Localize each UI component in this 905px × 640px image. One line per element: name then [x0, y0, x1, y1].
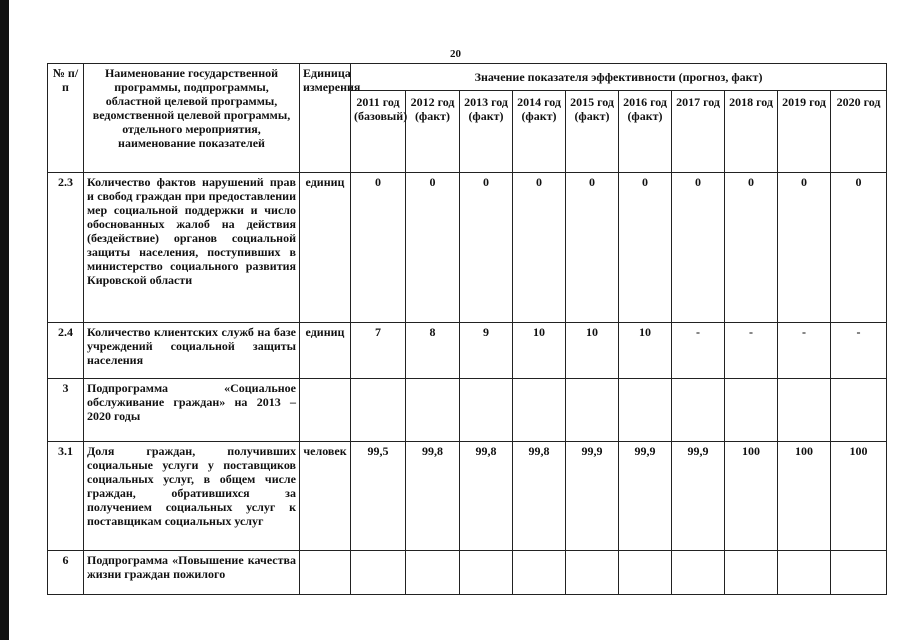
row-value: 99,8	[406, 442, 460, 551]
row-value: 10	[513, 323, 566, 379]
row-value: -	[778, 323, 831, 379]
row-value: 8	[406, 323, 460, 379]
row-value	[406, 379, 460, 442]
row-value: 7	[351, 323, 406, 379]
row-value: 9	[460, 323, 513, 379]
header-values-title: Значение показателя эффективности (прогноз, факт)	[351, 64, 887, 91]
row-unit: человек	[300, 442, 351, 551]
table-row	[48, 323, 887, 379]
table-row	[48, 442, 887, 551]
table-row	[48, 551, 887, 595]
row-value: 0	[619, 173, 672, 323]
table-row	[48, 173, 887, 323]
row-value: 10	[566, 323, 619, 379]
row-value: 99,9	[672, 442, 725, 551]
header-unit: Единица измерения	[300, 64, 351, 173]
row-value	[672, 379, 725, 442]
row-value: 0	[831, 173, 887, 323]
header-year: 2020 год	[831, 91, 887, 173]
row-value	[566, 379, 619, 442]
header-year: 2013 год (факт)	[460, 91, 513, 173]
header-year: 2019 год	[778, 91, 831, 173]
header-year: 2018 год	[725, 91, 778, 173]
row-name: Доля граждан, получивших социальные услуги у поставщиков социальных услуг, в общем числе граждан, обратившихся за получением социальных услуг к поставщикам социальных услуг	[84, 442, 300, 551]
row-value	[778, 379, 831, 442]
row-num: 3.1	[48, 442, 84, 551]
row-value	[831, 379, 887, 442]
row-value	[460, 379, 513, 442]
row-value	[672, 551, 725, 595]
row-value: -	[672, 323, 725, 379]
row-value: 100	[725, 442, 778, 551]
row-value	[513, 379, 566, 442]
row-value: 100	[778, 442, 831, 551]
row-num: 2.4	[48, 323, 84, 379]
header-year: 2016 год (факт)	[619, 91, 672, 173]
row-unit	[300, 551, 351, 595]
row-value	[513, 551, 566, 595]
row-value	[778, 551, 831, 595]
row-value	[460, 551, 513, 595]
row-name: Подпрограмма «Повышение качества жизни граждан пожилого	[84, 551, 300, 595]
row-value	[725, 379, 778, 442]
row-value: -	[831, 323, 887, 379]
row-value	[566, 551, 619, 595]
page-number: 20	[450, 48, 461, 60]
row-name: Количество клиентских служб на базе учреждений социальной защиты населения	[84, 323, 300, 379]
header-name: Наименование государственной программы, подпрограммы, областной целевой программы, ведомственной целевой программы, отдельного мероприятия, наименование показателей	[84, 64, 300, 173]
row-value: 0	[566, 173, 619, 323]
row-num: 3	[48, 379, 84, 442]
row-value: 0	[778, 173, 831, 323]
row-value: 0	[725, 173, 778, 323]
row-num: 2.3	[48, 173, 84, 323]
row-value: 99,9	[566, 442, 619, 551]
row-value	[351, 379, 406, 442]
indicators-table	[47, 63, 887, 595]
header-year: 2014 год (факт)	[513, 91, 566, 173]
row-unit: единиц	[300, 323, 351, 379]
row-unit	[300, 379, 351, 442]
row-value: 100	[831, 442, 887, 551]
row-value: 99,8	[513, 442, 566, 551]
row-value	[619, 551, 672, 595]
scan-edge-bar	[0, 0, 9, 640]
row-value: 0	[672, 173, 725, 323]
header-year: 2017 год	[672, 91, 725, 173]
row-value	[725, 551, 778, 595]
row-value: 99,5	[351, 442, 406, 551]
row-value	[831, 551, 887, 595]
row-value: 0	[513, 173, 566, 323]
header-year: 2012 год (факт)	[406, 91, 460, 173]
row-name: Подпрограмма «Социальное обслуживание граждан» на 2013 – 2020 годы	[84, 379, 300, 442]
header-num: № п/п	[48, 64, 84, 173]
row-name: Количество фактов нарушений прав и свобод граждан при предоставлении мер социальной поддержки и число обоснованных жалоб на действия (бездействие) органов социальной защиты населения, поступивших в министерство социального развития Кировской области	[84, 173, 300, 323]
row-value: 0	[351, 173, 406, 323]
header-row-1	[48, 64, 887, 91]
row-num: 6	[48, 551, 84, 595]
row-value: 0	[406, 173, 460, 323]
row-value	[619, 379, 672, 442]
row-value: -	[725, 323, 778, 379]
row-unit: единиц	[300, 173, 351, 323]
header-year: 2011 год (базовый)	[351, 91, 406, 173]
row-value: 0	[460, 173, 513, 323]
header-year: 2015 год (факт)	[566, 91, 619, 173]
row-value	[406, 551, 460, 595]
row-value: 99,9	[619, 442, 672, 551]
row-value: 99,8	[460, 442, 513, 551]
table-row	[48, 379, 887, 442]
row-value: 10	[619, 323, 672, 379]
row-value	[351, 551, 406, 595]
